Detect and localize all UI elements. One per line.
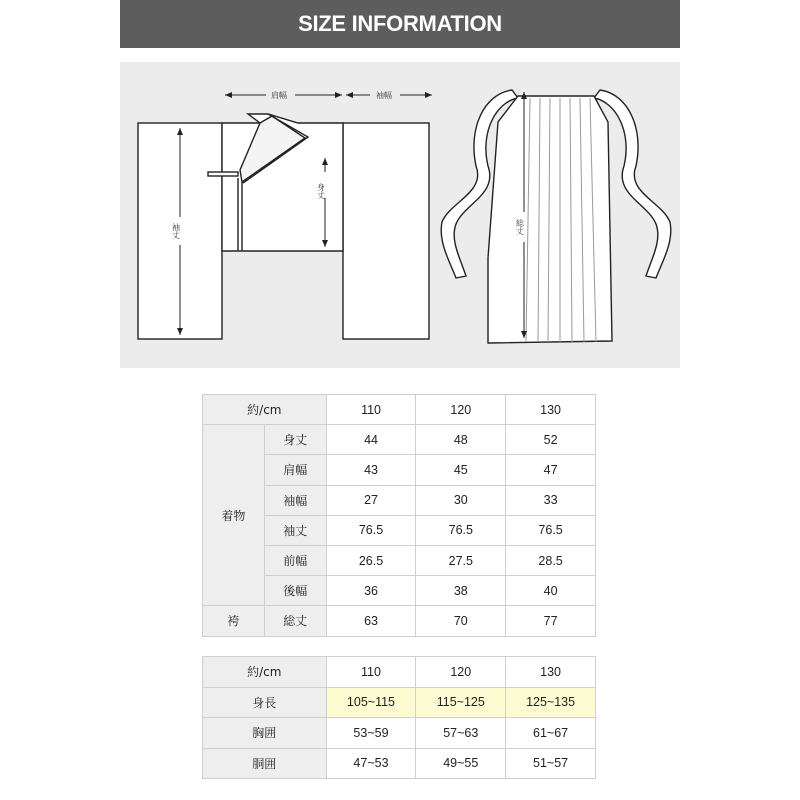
table-cell: 49~55 <box>416 748 506 779</box>
row-label: 胴囲 <box>203 748 327 779</box>
size-header: 110 <box>326 657 416 688</box>
table-cell: 76.5 <box>416 515 506 545</box>
table-cell-highlight: 125~135 <box>506 687 596 718</box>
garment-illustration <box>120 62 680 368</box>
row-label: 身長 <box>203 687 327 718</box>
fit-size-table <box>202 656 596 779</box>
table-cell: 47 <box>506 455 596 485</box>
table-cell: 47~53 <box>326 748 416 779</box>
row-label: 袖幅 <box>264 485 326 515</box>
unit-header: 約/cm <box>203 657 327 688</box>
table-cell-highlight: 105~115 <box>326 687 416 718</box>
row-label: 後幅 <box>264 576 326 606</box>
banner-title: SIZE INFORMATION <box>298 11 502 36</box>
kimono-size-table <box>202 394 596 637</box>
table-cell: 51~57 <box>506 748 596 779</box>
table-row <box>203 748 596 779</box>
table-header-row <box>203 395 596 425</box>
table-cell: 27.5 <box>416 545 506 575</box>
table-cell: 43 <box>326 455 416 485</box>
size-header: 110 <box>326 395 416 425</box>
group-label-kimono: 着物 <box>203 425 265 606</box>
row-label: 身丈 <box>264 425 326 455</box>
table-cell: 27 <box>326 485 416 515</box>
table-cell: 70 <box>416 606 506 636</box>
size-header: 120 <box>416 395 506 425</box>
row-label: 前幅 <box>264 545 326 575</box>
table-cell: 44 <box>326 425 416 455</box>
row-label: 総丈 <box>264 606 326 636</box>
table-cell: 77 <box>506 606 596 636</box>
size-diagram <box>120 62 680 368</box>
shoulder-width-label: 肩幅 <box>271 91 287 100</box>
table-row <box>203 606 596 636</box>
table-cell: 28.5 <box>506 545 596 575</box>
total-length-label: 総丈 <box>515 219 525 235</box>
size-header: 120 <box>416 657 506 688</box>
table-cell: 48 <box>416 425 506 455</box>
table-cell: 36 <box>326 576 416 606</box>
table-row <box>203 718 596 749</box>
body-length-label: 身丈 <box>316 183 326 199</box>
table-cell: 40 <box>506 576 596 606</box>
sleeve-width-label: 袖幅 <box>376 91 392 100</box>
table-cell: 53~59 <box>326 718 416 749</box>
kimono-drawing <box>138 114 429 339</box>
table-cell: 52 <box>506 425 596 455</box>
size-header: 130 <box>506 657 596 688</box>
row-label: 肩幅 <box>264 455 326 485</box>
table-cell: 30 <box>416 485 506 515</box>
table-cell: 26.5 <box>326 545 416 575</box>
hakama-drawing <box>441 90 671 343</box>
table-cell: 57~63 <box>416 718 506 749</box>
table-cell: 61~67 <box>506 718 596 749</box>
table-cell: 38 <box>416 576 506 606</box>
group-label-hakama: 袴 <box>203 606 265 636</box>
unit-header: 約/cm <box>203 395 327 425</box>
kimono-right-sleeve <box>343 123 429 339</box>
table-cell: 45 <box>416 455 506 485</box>
table-cell: 33 <box>506 485 596 515</box>
row-label: 袖丈 <box>264 515 326 545</box>
table-cell: 76.5 <box>506 515 596 545</box>
title-banner <box>120 0 680 48</box>
sleeve-length-label: 袖丈 <box>171 223 181 239</box>
table-cell-highlight: 115~125 <box>416 687 506 718</box>
table-header-row <box>203 657 596 688</box>
table-row <box>203 687 596 718</box>
size-header: 130 <box>506 395 596 425</box>
row-label: 胸囲 <box>203 718 327 749</box>
table-cell: 63 <box>326 606 416 636</box>
kimono-tie <box>208 172 238 176</box>
table-cell: 76.5 <box>326 515 416 545</box>
table-row <box>203 425 596 455</box>
